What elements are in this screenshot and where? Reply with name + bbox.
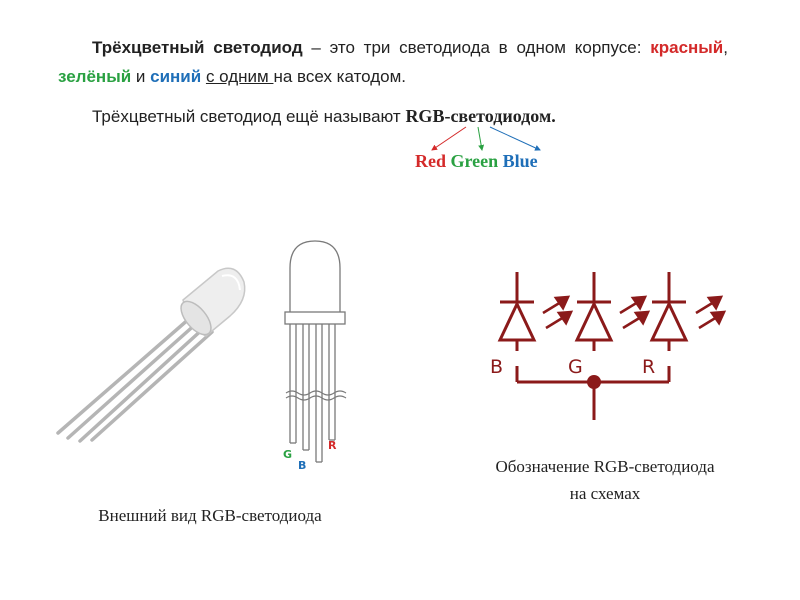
symbol-caption-line1: Обозначение RGB-светодиода [495,457,715,476]
pin-label-b: B [298,459,307,472]
legend-green: Green [450,151,499,171]
legend-blue: Blue [502,151,538,171]
schematic-label-b: B [490,356,504,378]
symbol-caption-line2: на схемах [569,484,641,503]
schematic-label-g: G [568,356,583,378]
term-tricolor-led: Трёхцветный светодиод [92,38,303,57]
legend-red: Red [415,151,446,171]
diode-r [652,272,686,351]
diode-g [577,272,611,351]
common-cathode-underlined: с одним [205,67,274,86]
schematic-label-r: R [642,356,656,378]
junction-dot [587,375,601,389]
pin-label-g: G [283,448,293,461]
intro-text-b: на всех катодом. [273,67,407,86]
word-blue: синий [150,67,202,86]
diode-b [500,272,534,351]
symbol-caption [440,453,770,507]
sep: , [723,38,728,57]
term-rgb-led: RGB-светодиодом. [405,106,556,126]
rgb-name-text: Трёхцветный светодиод ещё называют [92,107,406,126]
pin-label-r: R [328,439,337,452]
light-emission-arrows [543,297,724,328]
word-red: красный [650,38,724,57]
word-green: зелёный [58,67,132,86]
and: и [131,67,151,86]
appearance-caption: Внешний вид RGB-светодиода [98,506,322,525]
intro-text-a: – это три светодиода в одном корпусе: [302,38,651,57]
